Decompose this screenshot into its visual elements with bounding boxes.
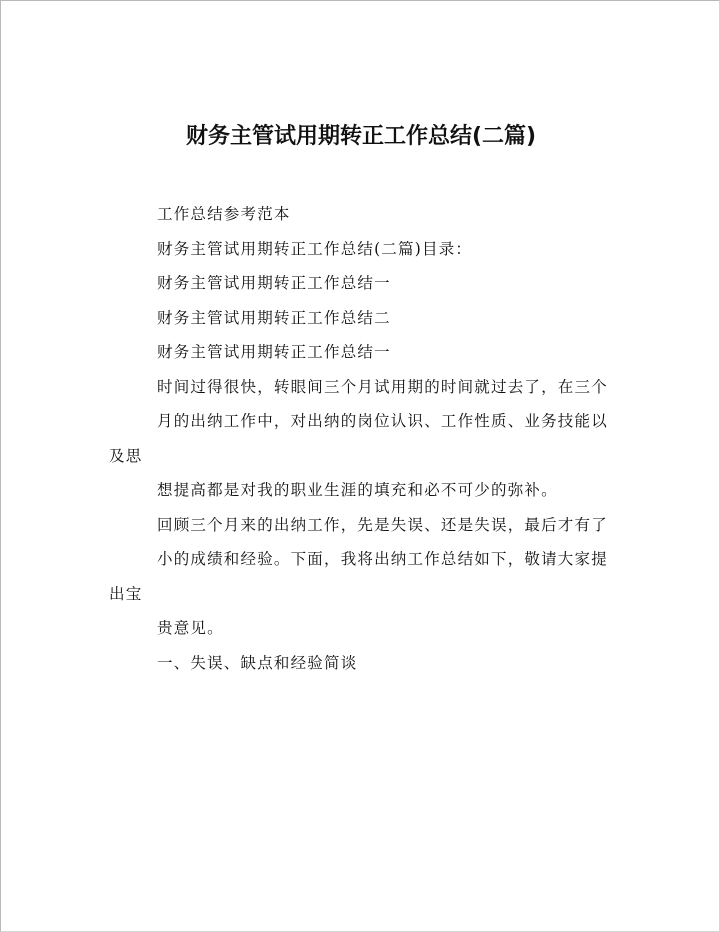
paragraph: 贵意见。 [157,619,224,637]
paragraph: 时间过得很快，转眼间三个月试用期的时间就过去了，在三个 [157,377,608,396]
document-body [109,197,609,680]
paragraph: 一、失误、缺点和经验简谈 [157,653,358,672]
paragraph: 财务主管试用期转正工作总结一 [157,274,391,292]
paragraph: 想提高都是对我的职业生涯的填充和必不可少的弥补。 [157,481,558,499]
paragraph: 小的成绩和经验。下面，我将出纳工作总结如下，敬请大家提出宝 [109,550,608,603]
paragraph: 财务主管试用期转正工作总结一 [157,343,391,361]
document-title: 财务主管试用期转正工作总结(二篇) [185,124,537,149]
paragraph: 月的出纳工作中，对出纳的岗位认识、工作性质、业务技能以及思 [109,412,608,465]
paragraph: 财务主管试用期转正工作总结(二篇)目录： [157,239,473,258]
paragraph: 财务主管试用期转正工作总结二 [157,308,391,327]
paragraph: 回顾三个月来的出纳工作，先是失误、还是失误，最后才有了 [157,515,608,534]
paragraph: 工作总结参考范本 [157,205,291,223]
